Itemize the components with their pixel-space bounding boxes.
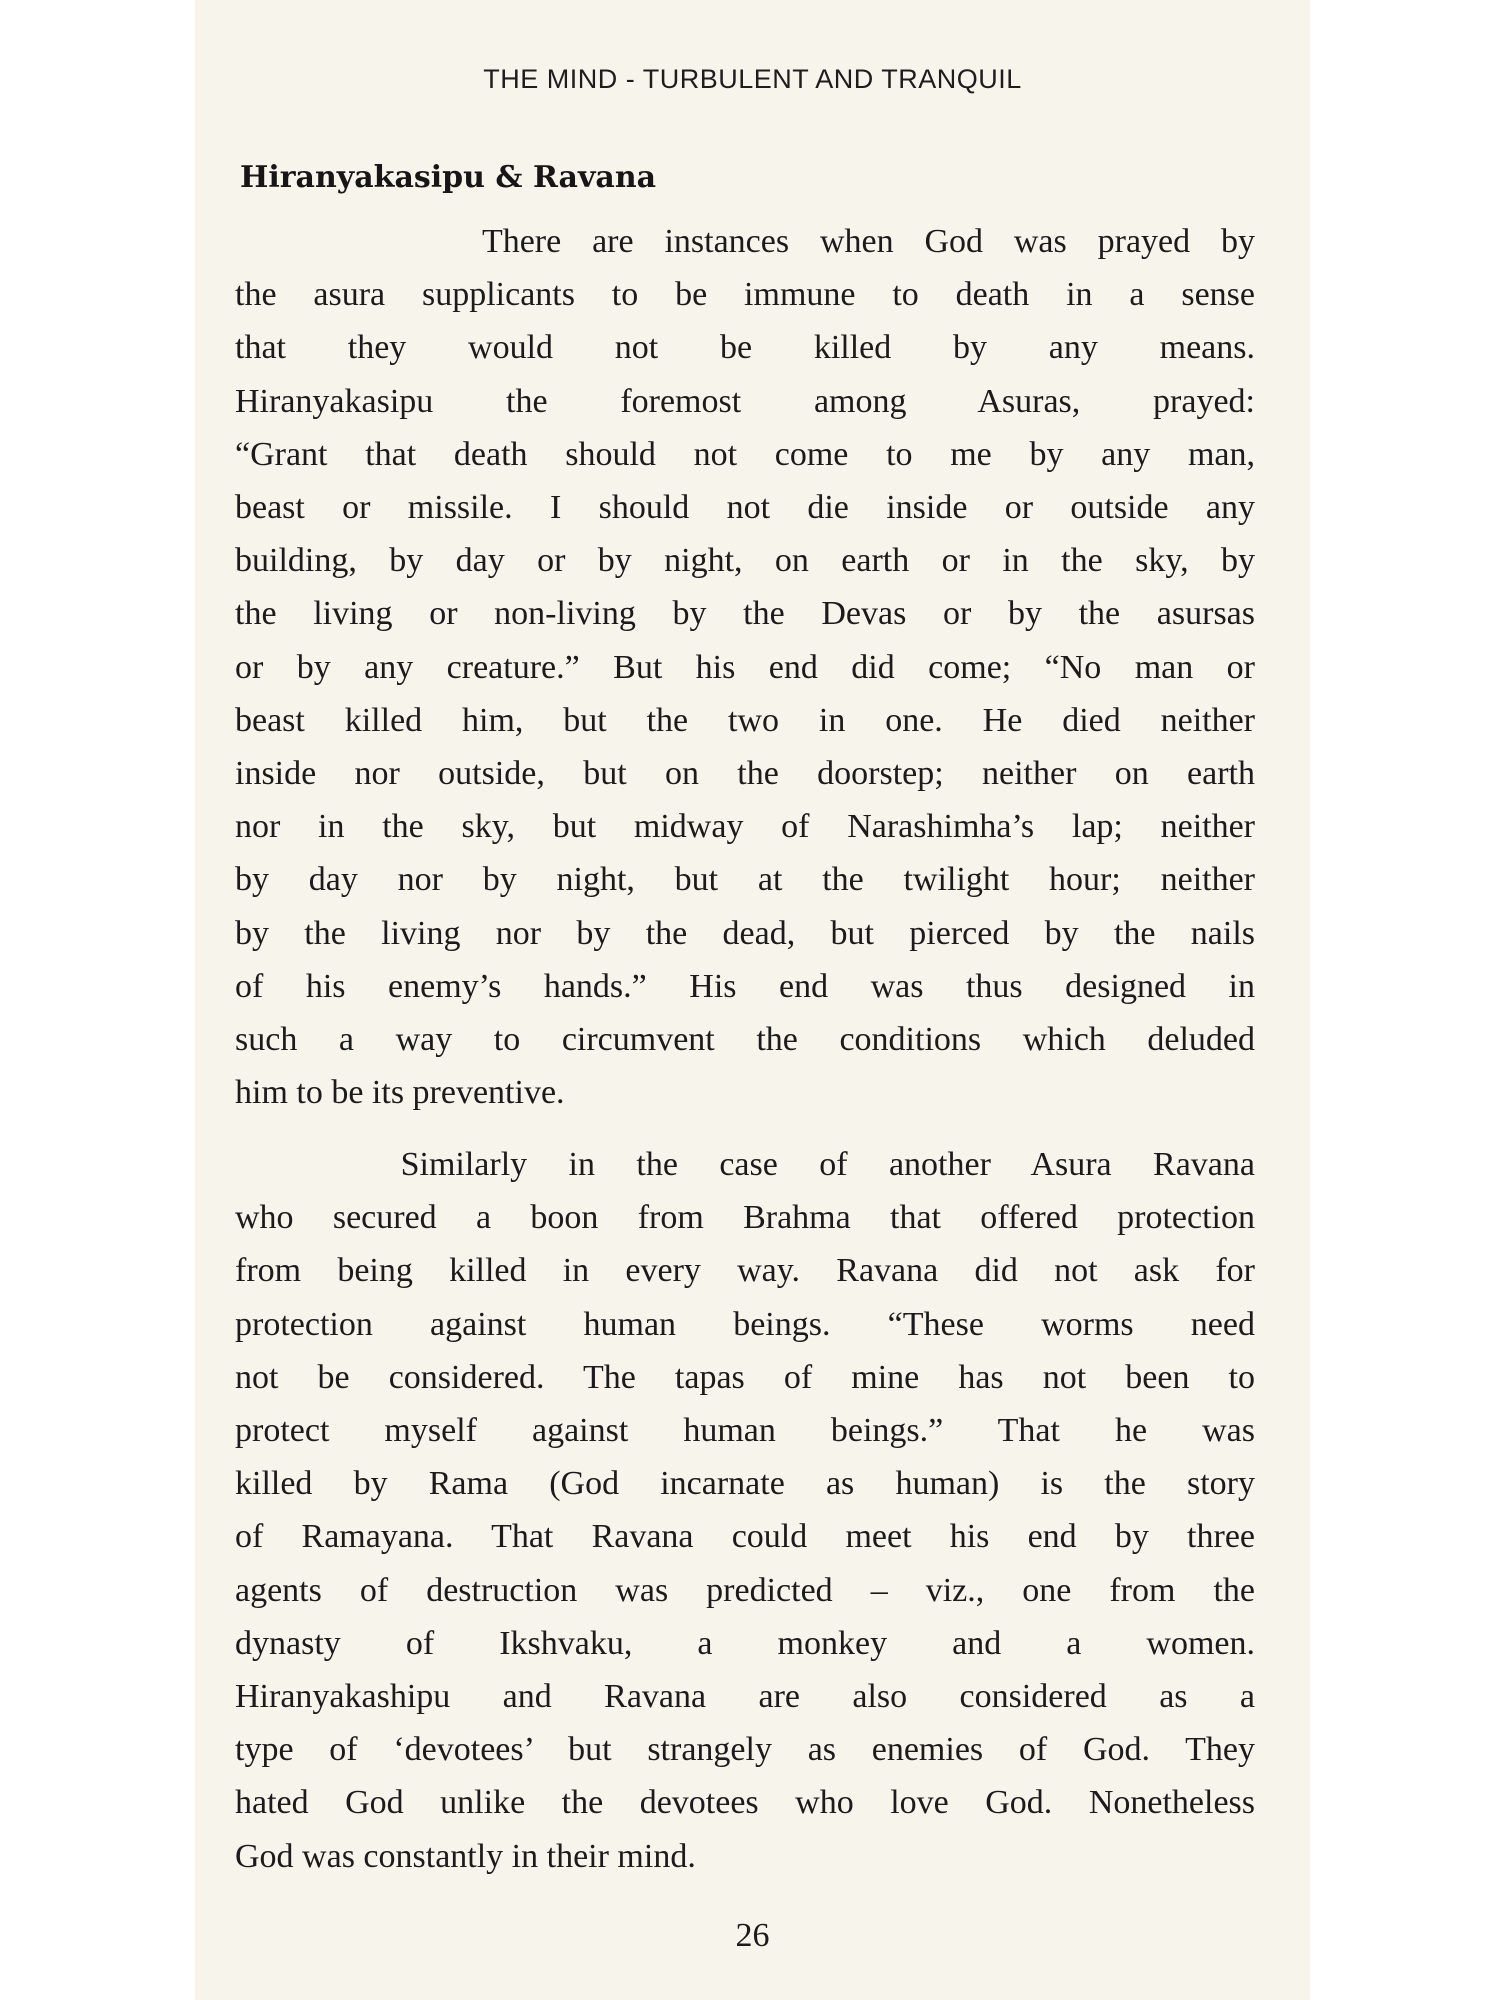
text-line: him to be its preventive. [235, 1074, 565, 1112]
text-line: God was constantly in their mind. [235, 1837, 696, 1875]
text-line: by the living nor by the dead, but pierced by the nails [235, 914, 1255, 952]
text-line: agents of destruction was predicted – viz., one from the [235, 1571, 1255, 1609]
text-line: killed by Rama (God incarnate as human) is the story [235, 1465, 1255, 1503]
text-line: protection against human beings. “These worms need [235, 1305, 1255, 1343]
running-header: THE MIND - TURBULENT AND TRANQUIL [483, 64, 1022, 94]
text-line: not be considered. The tapas of mine has not been to [235, 1358, 1255, 1396]
paragraph-hiranyakasipu [235, 215, 1255, 1119]
section-heading: Hiranyakasipu & Ravana [240, 160, 657, 195]
text-line: type of ‘devotees’ but strangely as enemies of God. They [235, 1731, 1255, 1769]
paragraph-ravana [235, 1138, 1255, 1883]
text-line: who secured a boon from Brahma that offered protection [235, 1199, 1255, 1237]
book-page [195, 0, 1310, 2000]
text-line: dynasty of Ikshvaku, a monkey and a women. [235, 1624, 1255, 1662]
text-line: that they would not be killed by any means. [235, 329, 1255, 367]
text-line: of his enemy’s hands.” His end was thus designed in [235, 967, 1255, 1005]
text-line: Hiranyakashipu and Ravana are also considered as a [235, 1678, 1255, 1716]
page-number: 26 [735, 1917, 770, 1954]
text-line: protect myself against human beings.” That he was [235, 1412, 1255, 1450]
text-line: nor in the sky, but midway of Narashimha’s lap; neither [235, 808, 1255, 846]
text-line: the living or non-living by the Devas or by the asursas [235, 595, 1255, 633]
text-line: beast or missile. I should not die inside or outside any [235, 489, 1255, 527]
text-line: building, by day or by night, on earth or in the sky, by [235, 542, 1255, 580]
text-line: the asura supplicants to be immune to death in a sense [235, 276, 1255, 314]
text-line: “Grant that death should not come to me by any man, [235, 435, 1255, 473]
text-line: hated God unlike the devotees who love God. Nonetheless [235, 1784, 1255, 1822]
text-line: by day nor by night, but at the twilight hour; neither [235, 861, 1255, 899]
text-line: inside nor outside, but on the doorstep; neither on earth [235, 755, 1255, 793]
text-line: There are instances when God was prayed by [235, 223, 1255, 260]
text-line: beast killed him, but the two in one. He died neither [235, 701, 1255, 739]
text-line: such a way to circumvent the conditions which deluded [235, 1021, 1255, 1059]
text-line: of Ramayana. That Ravana could meet his end by three [235, 1518, 1255, 1556]
text-line: Similarly in the case of another Asura Ravana [235, 1146, 1255, 1183]
text-line: from being killed in every way. Ravana did not ask for [235, 1252, 1255, 1290]
text-line: or by any creature.” But his end did come; “No man or [235, 648, 1255, 686]
text-line: Hiranyakasipu the foremost among Asuras, prayed: [235, 382, 1255, 420]
